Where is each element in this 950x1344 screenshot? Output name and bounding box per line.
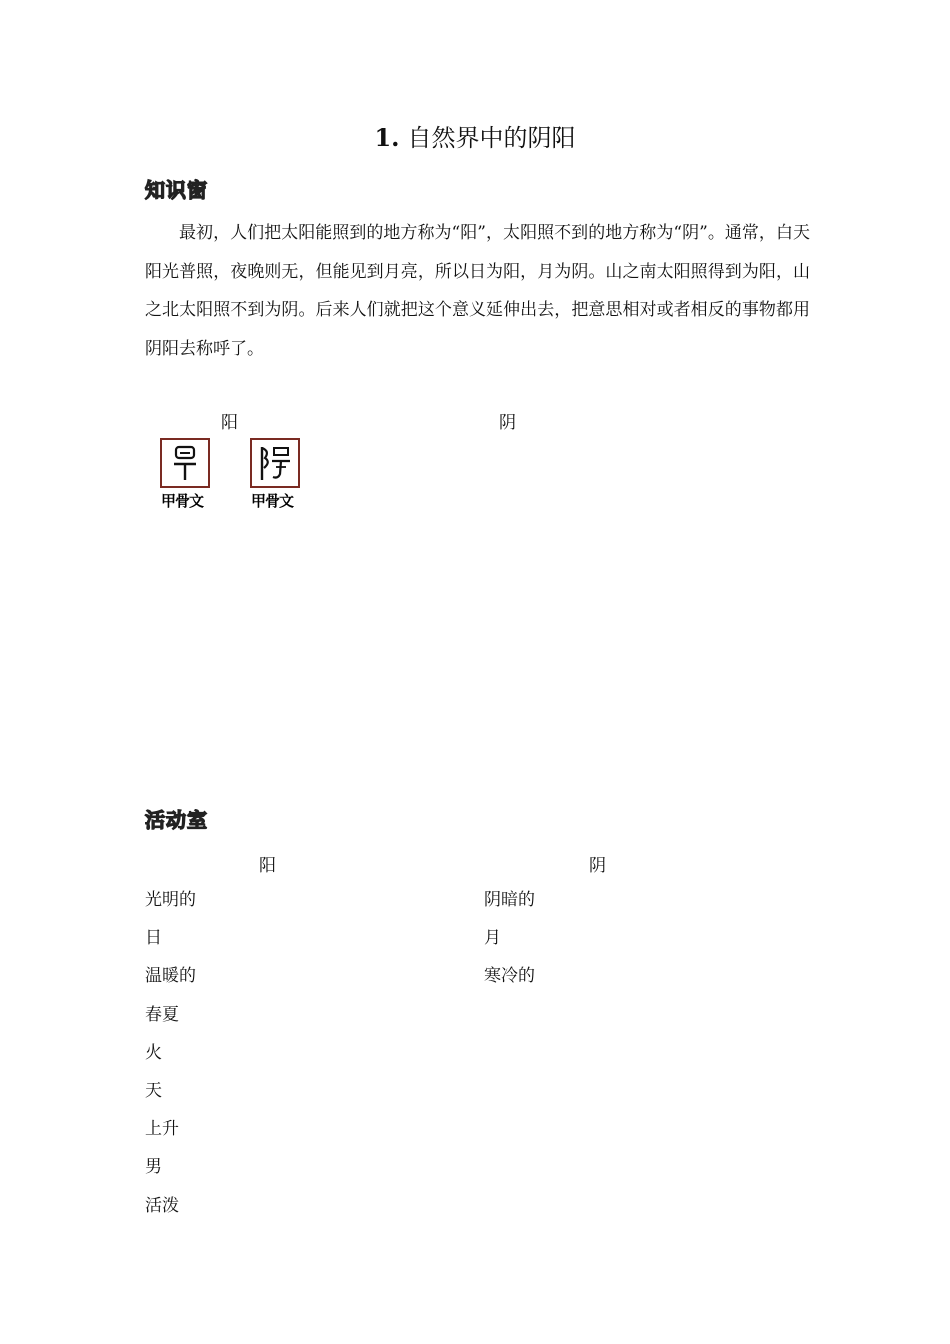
title-text: 自然界中的阴阳 [407,124,576,152]
knowledge-paragraph: 最初，人们把太阳能照到的地方称为“阳”，太阳照不到的地方称为“阴”。通常，白天阳光普照，夜晚则无，但能见到月亮，所以日为阳，月为阴。山之南太阳照得到为阳，山之北太阳照不到为阴。后来人们就把这个意义延伸出去，把意思相对或者相反的事物都用阴阳去称呼了。 [145,223,810,359]
yin-list [484,890,784,1005]
activity-yin-header: 阴 [589,856,606,876]
oracle-glyph-yin [250,438,300,511]
list-item: 光明的 [145,890,196,910]
yang-list [145,890,445,1234]
list-item: 月 [484,928,501,949]
list-item: 日 [145,928,162,949]
title-number: 1. [374,123,400,152]
page-title [0,118,950,153]
yang-label: 阳 [221,413,238,433]
list-item: 阴暗的 [484,890,535,910]
list-item: 上升 [145,1119,179,1140]
glyph-caption: 甲骨文 [161,492,204,510]
oracle-glyph-yang [160,438,210,511]
list-item: 春夏 [145,1004,179,1025]
list-item: 活泼 [145,1195,179,1216]
knowledge-heading: 知识窗 [145,178,208,202]
list-item: 男 [145,1157,162,1178]
activity-heading: 活动室 [145,808,208,832]
glyph-caption: 甲骨文 [251,492,294,510]
list-item: 寒冷的 [484,966,535,987]
yin-label: 阴 [499,413,516,433]
activity-yang-header: 阳 [259,856,276,876]
list-item: 温暖的 [145,966,196,987]
oracle-bone-yang-icon [160,438,210,488]
list-item: 火 [145,1042,162,1063]
oracle-bone-yin-icon [250,438,300,488]
list-item: 天 [145,1080,162,1101]
